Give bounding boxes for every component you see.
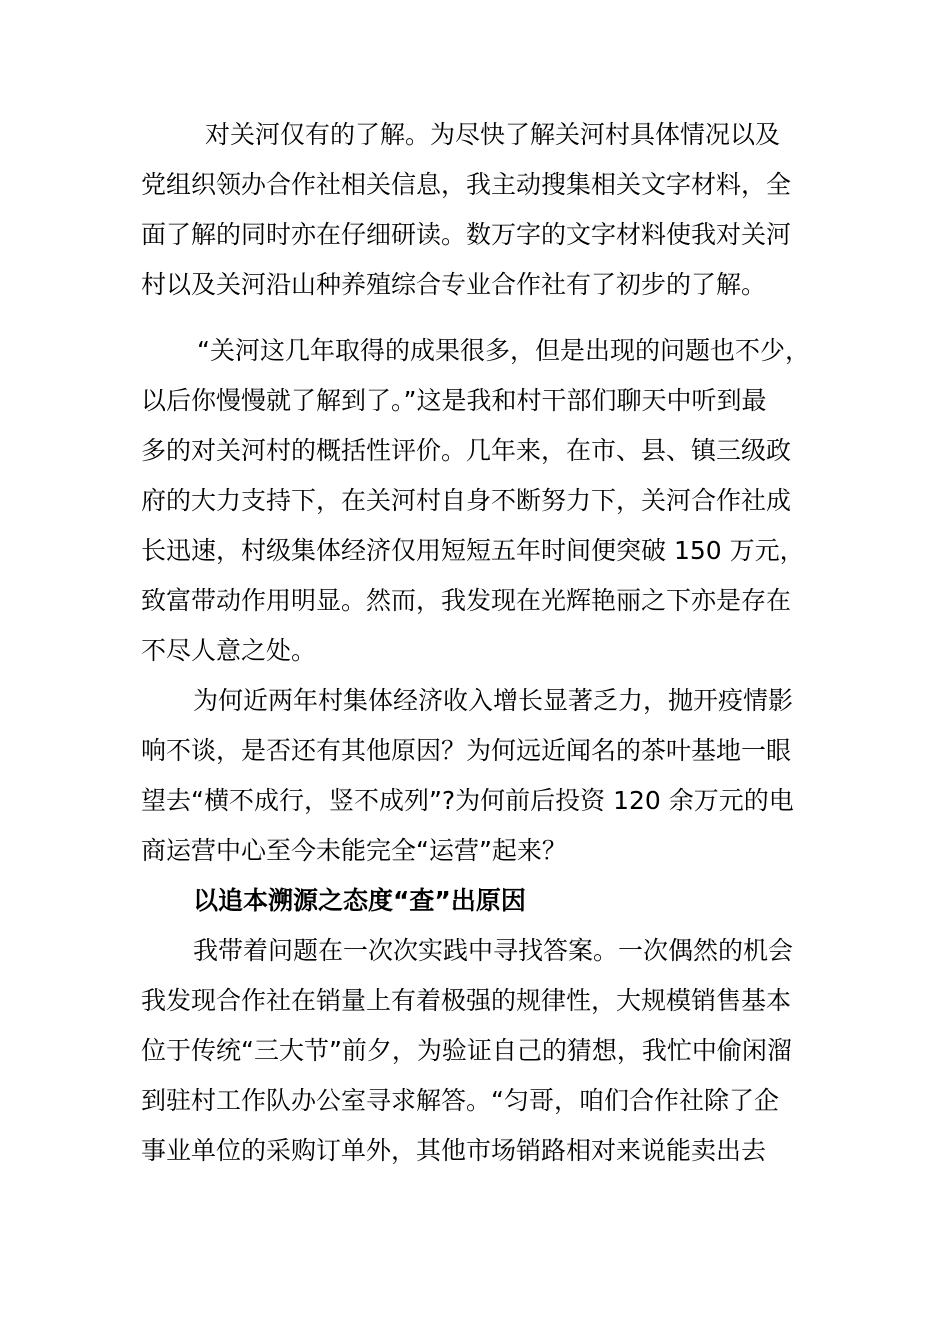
- text-line: 党组织领办合作社相关信息，我主动搜集相关文字材料，全: [141, 170, 792, 199]
- document-body: [141, 110, 831, 1176]
- section-heading: 以追本溯源之态度“查”出原因: [193, 886, 526, 915]
- paragraph-1: [141, 110, 831, 310]
- text-line: “关河这几年取得的成果很多，但是出现的问题也不少，: [197, 336, 810, 365]
- section-heading-block: [141, 876, 831, 926]
- text-line: 为何近两年村集体经济收入增长显著乏力，抛开疫情影: [193, 686, 794, 715]
- text-line: 多的对关河村的概括性评价。几年来，在市、县、镇三级政: [141, 436, 792, 465]
- text-line: 位于传统“三大节”前夕，为验证自己的猜想，我忙中偷闲溜: [141, 1036, 792, 1065]
- paragraph-4: [141, 926, 831, 1176]
- text-line: 村以及关河沿山种养殖综合专业合作社有了初步的了解。: [141, 270, 767, 299]
- text-line: 响不谈，是否还有其他原因？为何远近闻名的茶叶基地一眼: [141, 736, 792, 765]
- text-line: 到驻村工作队办公室寻求解答。“匀哥，咱们合作社除了企: [141, 1086, 779, 1115]
- paragraph-2: [141, 326, 831, 676]
- text-line: 以后你慢慢就了解到了。”这是我和村干部们聊天中听到最: [141, 386, 767, 415]
- text-line: 致富带动作用明显。然而，我发现在光辉艳丽之下亦是存在: [141, 586, 792, 615]
- text-line: 不尽人意之处。: [141, 636, 317, 665]
- text-line: 我发现合作社在销量上有着极强的规律性，大规模销售基本: [141, 986, 792, 1015]
- paragraph-3: [141, 676, 831, 876]
- text-line: 府的大力支持下，在关河村自身不断努力下，关河合作社成: [141, 486, 792, 515]
- text-line: 事业单位的采购订单外，其他市场销路相对来说能卖出去: [141, 1136, 767, 1165]
- text-line: 对关河仅有的了解。为尽快了解关河村具体情况以及: [205, 120, 781, 149]
- text-line: 我带着问题在一次次实践中寻找答案。一次偶然的机会: [193, 936, 794, 965]
- text-line: 望去“横不成行，竖不成列”?为何前后投资 120 余万元的电: [141, 786, 794, 815]
- text-line: 面了解的同时亦在仔细研读。数万字的文字材料使我对关河: [141, 220, 792, 249]
- text-line: 长迅速，村级集体经济仅用短短五年时间便突破 150 万元，: [141, 536, 805, 565]
- text-line: 商运营中心至今未能完全“运营”起来？: [141, 836, 567, 865]
